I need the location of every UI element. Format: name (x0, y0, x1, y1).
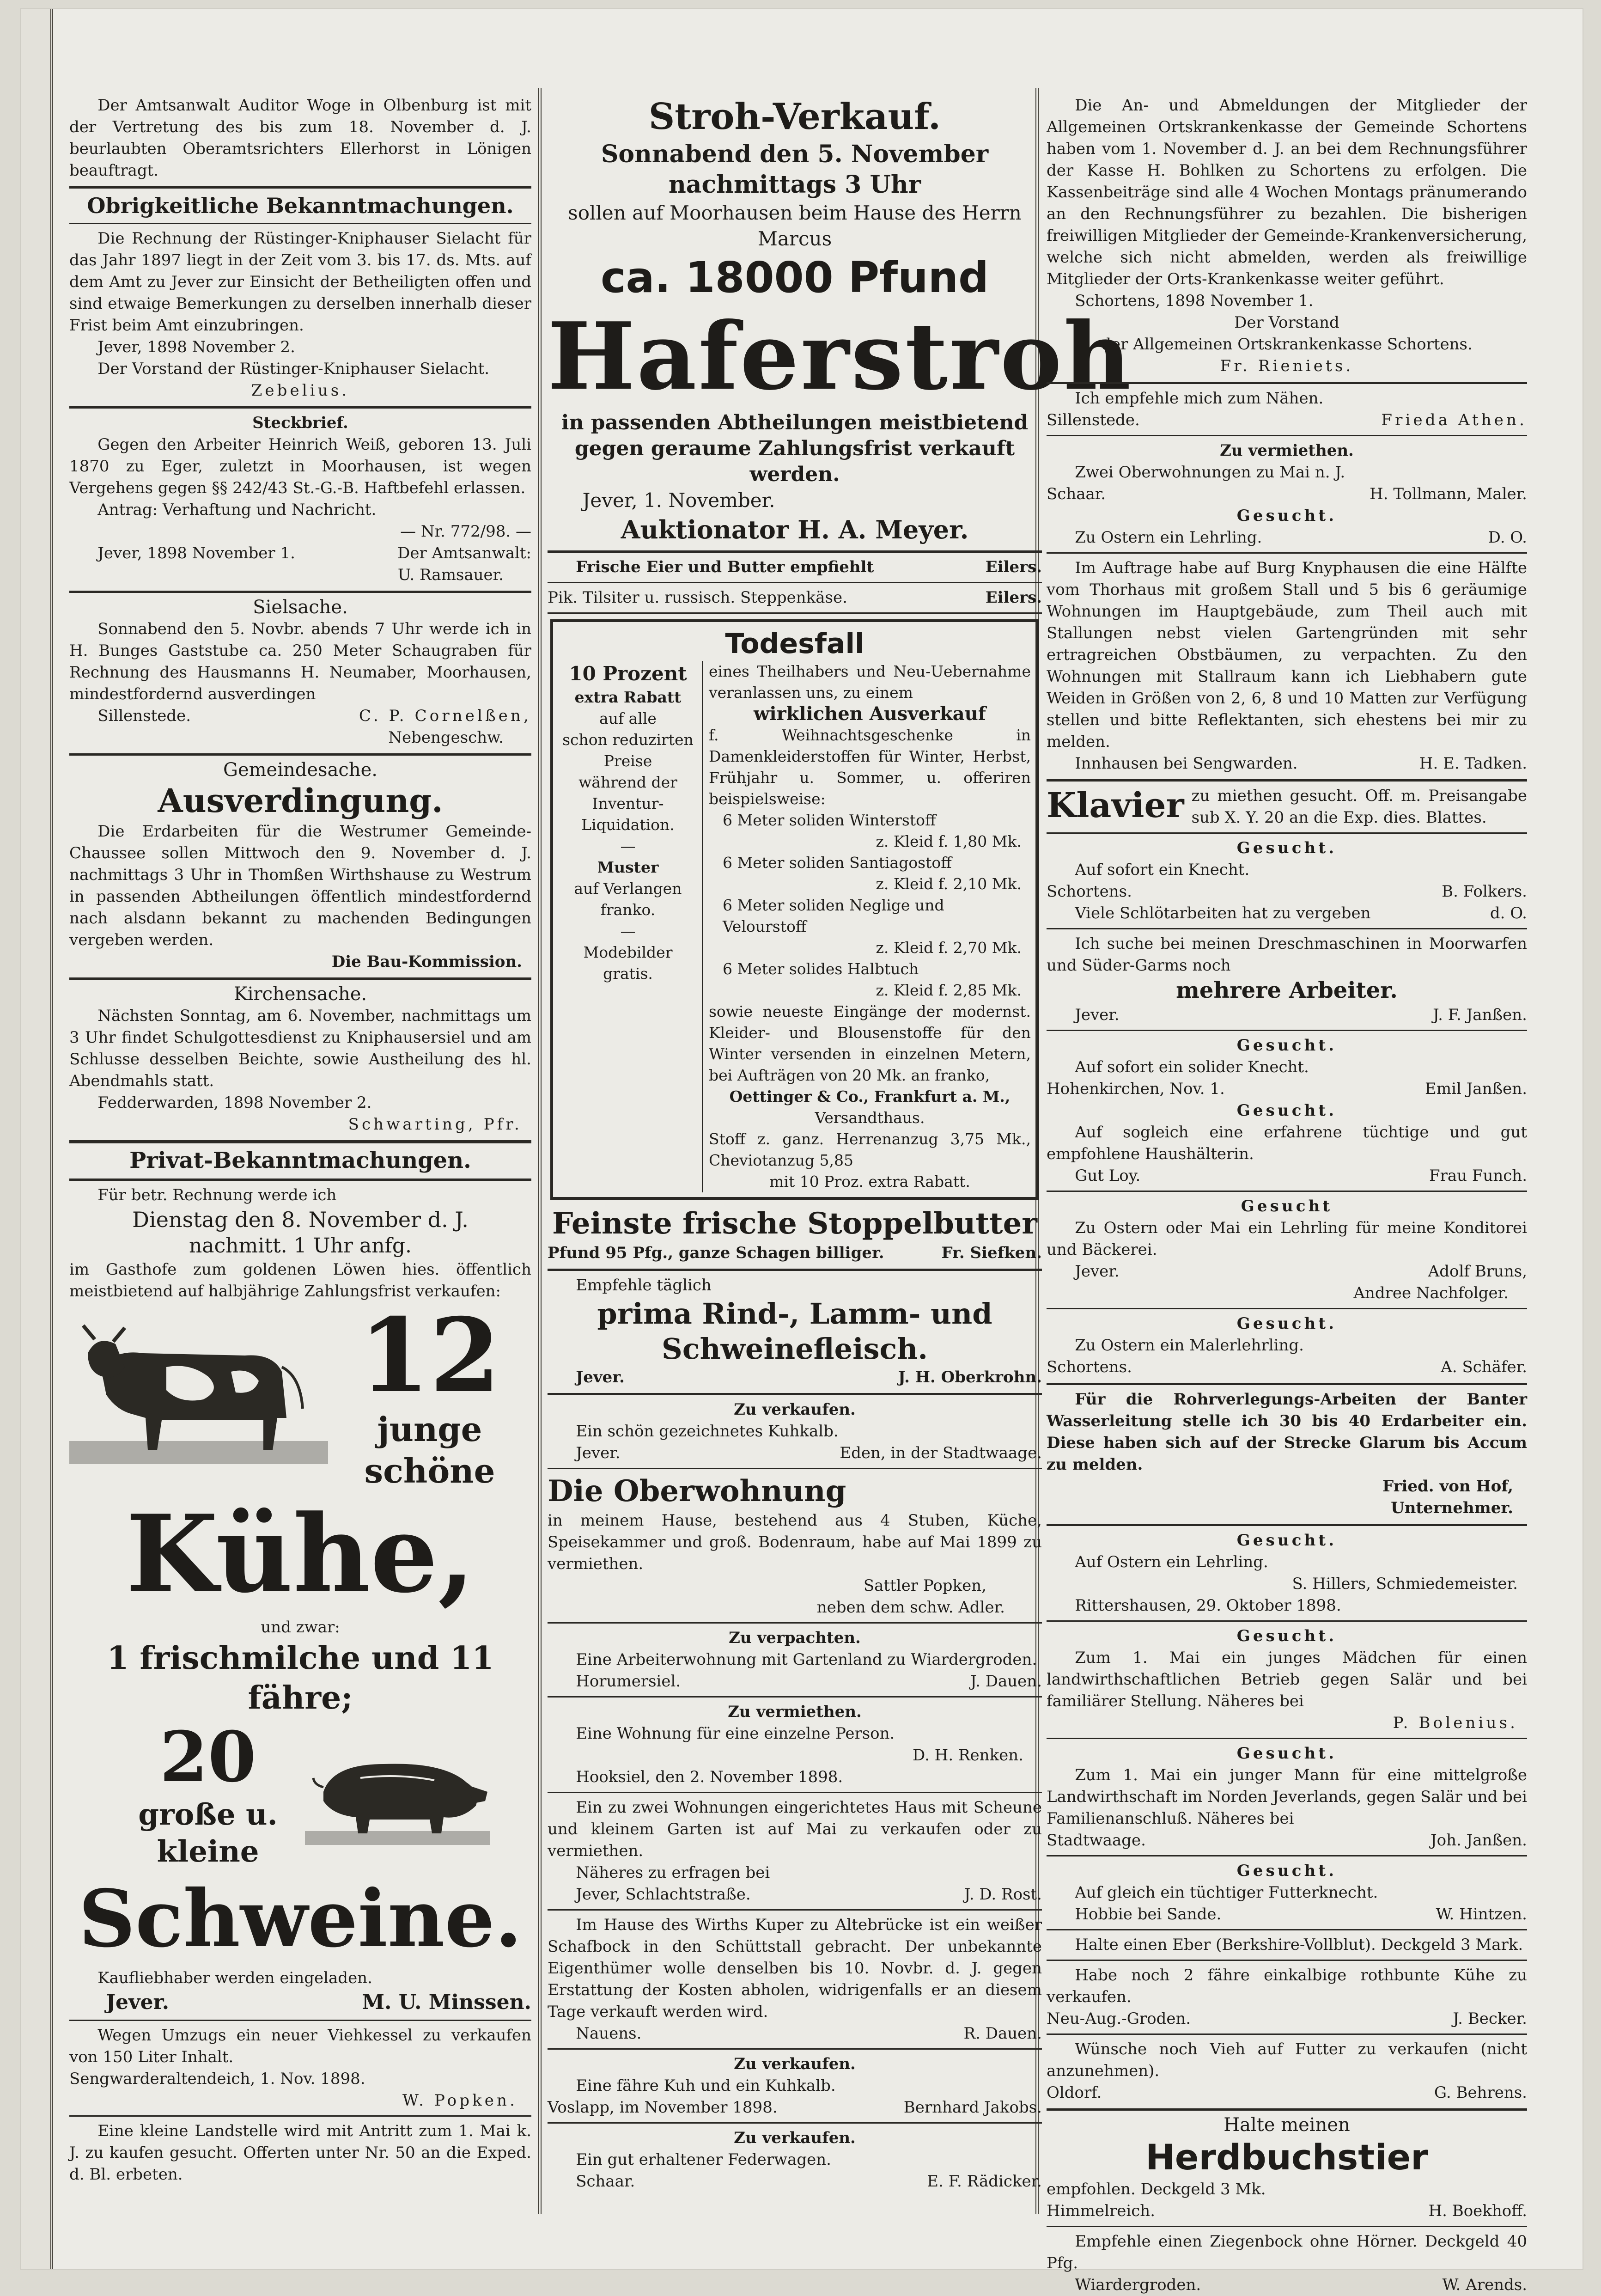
todes-left-line: gratis. (603, 965, 653, 983)
verpacht-title: Zu verpachten. (729, 1629, 861, 1647)
verm-title: Zu vermiethen. (728, 1703, 862, 1721)
stier-sign: H. Boekhoff. (1428, 2202, 1527, 2220)
kuhkalb-sign: Eden, in der Stadtwaage. (840, 1444, 1042, 1462)
amtsanwalt-notice: Der Amtsanwalt Auditor Woge in Olbenburg ist mit der Vertretung des bis zum 18. November d. J. beurlaubten Oberamtsrichters Ellerhorst in Lönigen beauftragt. (69, 96, 531, 180)
kaese-text: Pik. Tilsiter u. russisch. Steppenkäse. (548, 588, 847, 607)
kirchen-sign: Schwarting, Pfr. (348, 1115, 522, 1134)
kessel-sign: W. Popken. (402, 2091, 517, 2110)
g1-title: Gesucht. (1236, 507, 1337, 525)
todes-intro: eines Theilhabers und Neu-Uebernahme veranlassen uns, zu einem (709, 662, 1031, 702)
vieh-junge: junge schöne (364, 1410, 495, 1490)
ober-ad (548, 1473, 1042, 1510)
sielacht-sign: Der Vorstand der Rüstinger-Kniphauser Sielacht. (97, 360, 490, 378)
rohr-sign1: Fried. von Hof, (1382, 1477, 1513, 1496)
divider (1047, 552, 1527, 554)
schaf-footer (548, 2023, 1042, 2045)
g2-text: Auf sofort ein Knecht. (1075, 861, 1250, 879)
knyp-footer (1047, 753, 1527, 775)
sielacht-signer: Zebelius. (251, 381, 350, 400)
g3-footer (1047, 1078, 1527, 1100)
dresch-sign: J. F. Janßen. (1433, 1006, 1527, 1024)
todes-stoff: Stoff z. ganz. Herrenanzug 3,75 Mk., Cheviotanzug 5,85 (709, 1130, 1031, 1169)
divider (548, 1792, 1042, 1793)
g7-date: Rittershausen, 29. Oktober 1898. (1075, 1596, 1341, 1615)
g8-title: Gesucht. (1236, 1627, 1337, 1645)
divider (1047, 1191, 1527, 1192)
g9-footer (1047, 1830, 1527, 1851)
g1-text: Zu Ostern ein Lehrling. (1075, 528, 1262, 547)
todes-item-list (709, 810, 1031, 1001)
todes-more: sowie neueste Eingänge der modernst. Kleider- und Blousenstoffe für den Winter versenden in einzelnen Metern, bei Aufträgen von 20 Mk. an franko, (709, 1002, 1031, 1084)
kuhkalb-place: Jever. (576, 1444, 621, 1462)
todes-left-line: franko. (600, 901, 656, 919)
verpacht-text: Eine Arbeiterwohnung mit Gartenland zu Wiardergroden. (576, 1650, 1037, 1669)
vieh-footer (69, 1989, 531, 2016)
g4-place: Gut Loy. (1075, 1166, 1141, 1185)
feder-footer (548, 2171, 1042, 2192)
todes-left-line: während der (578, 773, 677, 791)
feder-sign: E. F. Rädicker. (927, 2172, 1042, 2191)
vieh-schweine: Schweine. (79, 1873, 522, 1965)
oberw-text: Zwei Oberwohnungen zu Mai n. J. (1075, 463, 1345, 482)
todes-firm2: Versandthaus. (815, 1109, 925, 1127)
g2-title: Gesucht. (1236, 839, 1337, 857)
g5-title: Gesucht (1241, 1197, 1333, 1215)
divider (548, 1622, 1042, 1624)
stier-place: Himmelreich. (1047, 2202, 1155, 2220)
eier-sign: Eilers. (985, 558, 1042, 576)
divider (548, 612, 1042, 614)
divider (69, 223, 531, 224)
butter-text: Pfund 95 Pfg., ganze Schagen billiger. (548, 1244, 884, 1262)
ober-sign1: Sattler Popken, (863, 1576, 986, 1595)
g6-title: Gesucht. (1236, 1314, 1337, 1333)
steckbrief-antrag: Antrag: Verhaftung und Nachricht. (97, 501, 377, 519)
eier-text: Frische Eier und Butter empfiehlt (576, 558, 874, 576)
g6-footer (1047, 1356, 1527, 1378)
g6-text: Zu Ostern ein Malerlehrling. (1075, 1336, 1304, 1355)
vieh-undzwar: und zwar: (261, 1618, 340, 1637)
todes-item-price: z. Kleid f. 1,80 Mk. (876, 832, 1022, 850)
landstelle-text: Eine kleine Landstelle wird mit Antritt zum 1. Mai k. J. zu kaufen gesucht. Offerten unter Nr. 50 an die Exped. d. Bl. erbeten. (69, 2122, 531, 2184)
todes-item-label: 6 Meter solides Halbtuch (723, 960, 919, 978)
klavier-ad (1047, 785, 1527, 829)
divider (548, 2122, 1042, 2124)
g10-text: Auf gleich ein tüchtiger Futterknecht. (1075, 1883, 1378, 1902)
eier-line (548, 556, 1042, 578)
todes-item-price: z. Kleid f. 2,10 Mk. (876, 875, 1022, 893)
todes-ausverkauf: wirklichen Ausverkauf (753, 703, 986, 725)
naeh-sign: Frieda Athen. (1381, 411, 1527, 429)
knyp-place: Innhausen bei Sengwarden. (1075, 754, 1298, 773)
stier-intro: Halte meinen (1224, 2114, 1350, 2136)
sielsache-place: Sillenstede. (97, 707, 191, 725)
g1-line (1047, 527, 1527, 549)
vieh-kuehe: Kühe, (126, 1492, 475, 1617)
divider (548, 1393, 1042, 1395)
kasse-sign2: der Allgemeinen Ortskrankenkasse Schortens. (1101, 335, 1473, 354)
schaf-place: Nauens. (576, 2024, 642, 2043)
stroh-big: Haferstroh (548, 302, 1133, 411)
oberw-place: Schaar. (1047, 485, 1106, 503)
privat-title: Privat-Bekanntmachungen. (129, 1148, 471, 1173)
divider (1047, 1960, 1527, 1961)
g10-sign: W. Hintzen. (1436, 1905, 1527, 1924)
butter-title: Feinste frische Stoppelbutter (552, 1206, 1038, 1241)
g3-sign: Emil Janßen. (1425, 1080, 1527, 1098)
schaf-text: Im Hause des Wirths Kuper zu Altebrücke ist ein weißer Schafbock in den Schüttstall gebracht. Der unbekannte Eigenthümer wolle denselben bis 10. Novbr. d. J. gegen Erstattung der Kosten abholen, widrigenfalls er an diesem Tage verkauft werden wird. (548, 1916, 1042, 2021)
dresch-text: Ich suche bei meinen Dreschmaschinen in Moorwarfen und Süder-Garms noch (1047, 934, 1527, 975)
g10-place: Hobbie bei Sande. (1075, 1905, 1222, 1924)
fleisch-footer (548, 1367, 1042, 1388)
todesfall-body (559, 661, 1031, 1192)
vieh-number-20: 20 (159, 1716, 256, 1798)
steckbrief-signer: U. Ramsauer. (397, 566, 504, 584)
divider (1047, 1308, 1527, 1309)
divider (1047, 1855, 1527, 1856)
klavier-text: zu miethen gesucht. Off. m. Preisangabe sub X. Y. 20 an die Exp. dies. Blattes. (1191, 787, 1527, 827)
feder-place: Schaar. (576, 2172, 635, 2191)
divider (1047, 1524, 1527, 1526)
g10-title: Gesucht. (1236, 1862, 1337, 1880)
kirchen-text: Nächsten Sonntag, am 6. November, nachmittags um 3 Uhr findet Schulgottesdienst zu Kniphausersiel und am Schlusse desselben Beichte, sowie Austheilung des hl. Abendmahls statt. (69, 1007, 531, 1090)
schloet-line (1047, 903, 1527, 924)
kuh-sign: Bernhard Jakobs. (903, 2098, 1042, 2117)
todes-left-line: 10 Prozent (569, 662, 687, 685)
kaese-line (548, 587, 1042, 609)
divider (1047, 928, 1527, 929)
stroh-title: Stroh-Verkauf. (648, 96, 941, 138)
todes-item-price: z. Kleid f. 2,85 Mk. (876, 981, 1022, 999)
verm-sign: D. H. Renken. (913, 1746, 1023, 1765)
divider (548, 2048, 1042, 2050)
vieh-time: nachmitt. 1 Uhr anfg. (189, 1234, 412, 1258)
todesfall-ad (550, 619, 1039, 1200)
divider (1047, 2108, 1527, 2111)
oberw-title: Zu vermiethen. (1220, 441, 1354, 460)
schaf-sign: R. Dauen. (963, 2024, 1042, 2043)
column-3 (1047, 95, 1527, 2294)
column-1 (69, 95, 531, 2202)
verpacht-place: Horumersiel. (576, 1672, 681, 1691)
stroh-amount: ca. 18000 Pfund (601, 253, 989, 302)
todes-firm: Oettinger & Co., Frankfurt a. M., (729, 1087, 1011, 1105)
todes-left-line: — (620, 922, 636, 940)
vieh-frisch: 1 frischmilche und 11 fähre; (107, 1640, 494, 1716)
divider (1047, 435, 1527, 436)
column-rule-1 (538, 88, 542, 2214)
divider (69, 977, 531, 980)
g7-text: Auf Ostern ein Lehrling. (1075, 1553, 1268, 1571)
left-page-edge (21, 9, 53, 2269)
eber-text: Halte einen Eber (Berkshire-Vollblut). Deckgeld 3 Mark. (1075, 1936, 1523, 1954)
ausverdingung-sign: Die Bau-Kommission. (331, 953, 522, 971)
kuhkalb-footer (548, 1442, 1042, 1464)
vieh-sign: M. U. Minssen. (362, 1991, 531, 2014)
haus-date: Hooksiel, den 2. November 1898. (576, 1768, 843, 1786)
futter-footer (1047, 2082, 1527, 2104)
stier-footer (1047, 2200, 1527, 2222)
g5-footer (1047, 1261, 1527, 1282)
kirchen-date: Fedderwarden, 1898 November 2. (97, 1093, 372, 1112)
todes-item-label: 6 Meter soliden Winterstoff (723, 811, 936, 829)
rohr-text: Für die Rohrverlegungs-Arbeiten der Banter Wasserleitung stelle ich 30 bis 40 Erdarbeiter ein. Diese haben sich auf der Strecke Glarum bis Accum zu melden. (1047, 1390, 1527, 1474)
ober-sign2: neben dem schw. Adler. (816, 1598, 1005, 1617)
futter-place: Oldorf. (1047, 2083, 1102, 2102)
gemeinde-title: Gemeindesache. (223, 759, 377, 781)
divider (548, 550, 1042, 553)
vieh-place: Jever. (106, 1991, 170, 2014)
rind-footer (1047, 2008, 1527, 2030)
stier-big: Herdbuchstier (1145, 2137, 1428, 2178)
todes-item-label: 6 Meter soliden Neglige und Velourstoff (723, 896, 944, 935)
haus-text: Ein zu zwei Wohnungen eingerichtetes Haus mit Scheune und kleinem Garten ist auf Mai zu verkaufen oder zu vermiethen. (548, 1798, 1042, 1860)
fleisch-intro: Empfehle täglich (576, 1276, 712, 1295)
fleisch-place: Jever. (576, 1368, 625, 1386)
naeh-footer (1047, 409, 1527, 431)
futter-text: Wünsche noch Vieh auf Futter zu verkaufen (nicht anzunehmen). (1047, 2040, 1527, 2080)
todes-stoff2: mit 10 Proz. extra Rabatt. (769, 1172, 970, 1191)
vieh-number-12: 12 (359, 1295, 501, 1415)
sielsache-sign: C. P. Cornelßen, (359, 707, 531, 725)
steckbrief-title: Steckbrief. (252, 414, 348, 432)
stroh-sign: Auktionator H. A. Meyer. (621, 515, 969, 544)
divider (69, 186, 531, 189)
haus-place: Jever, Schlachtstraße. (576, 1885, 751, 1904)
divider (1047, 1738, 1527, 1739)
kaese-sign: Eilers. (985, 588, 1042, 607)
rind-place: Neu-Aug.-Groden. (1047, 2009, 1191, 2028)
g10-footer (1047, 1904, 1527, 1925)
ziege-footer (1047, 2274, 1527, 2296)
newspaper-page (21, 9, 1583, 2294)
todes-left-line: extra Rabatt (574, 688, 682, 706)
g5-text: Zu Ostern oder Mai ein Lehrling für meine Konditorei und Bäckerei. (1047, 1219, 1527, 1259)
steckbrief-sign: Der Amtsanwalt: (397, 544, 531, 562)
divider (69, 753, 531, 756)
divider (69, 1179, 531, 1181)
pig-illustration (305, 1741, 490, 1847)
vieh-intro: Für betr. Rechnung werde ich (97, 1186, 337, 1204)
divider (1047, 779, 1527, 782)
stroh-time: nachmittags 3 Uhr (668, 171, 921, 199)
g4-title: Gesucht. (1236, 1101, 1337, 1120)
g1-sign: D. O. (1488, 528, 1527, 547)
g5-sign2: Andree Nachfolger. (1353, 1284, 1509, 1302)
pig-block (69, 1718, 531, 1870)
naeh-text: Ich empfehle mich zum Nähen. (1075, 389, 1324, 408)
g9-sign: Joh. Janßen. (1431, 1831, 1527, 1850)
kuh-text: Eine fähre Kuh und ein Kuhkalb. (576, 2076, 836, 2095)
g8-sign: P. Bolenius. (1393, 1714, 1518, 1732)
dresch-footer (1047, 1004, 1527, 1026)
vieh-kauf: Kaufliebhaber werden eingeladen. (97, 1969, 372, 1987)
stroh-date: Jever, 1. November. (582, 489, 775, 512)
g7-title: Gesucht. (1236, 1531, 1337, 1550)
kessel-text: Wegen Umzugs ein neuer Viehkessel zu verkaufen von 150 Liter Inhalt. (69, 2026, 531, 2066)
oberw-footer (1047, 483, 1527, 505)
todes-item-label: 6 Meter soliden Santiagostoff (723, 854, 952, 872)
haus-footer (548, 1884, 1042, 1905)
rind-text: Habe noch 2 fähre einkalbige rothbunte Kühe zu verkaufen. (1047, 1966, 1527, 2006)
divider (1047, 1620, 1527, 1622)
ober-text: in meinem Hause, bestehend aus 4 Stuben, Küche, Speisekammer und groß. Bodenraum, habe auf Mai 1899 zu vermiethen. (548, 1511, 1042, 1573)
g5-sign1: Adolf Bruns, (1428, 1262, 1527, 1281)
verpacht-sign: J. Dauen. (970, 1672, 1042, 1691)
divider (69, 406, 531, 409)
g7-sign: S. Hillers, Schmiedemeister. (1292, 1575, 1518, 1593)
klavier-title: Klavier (1047, 786, 1184, 825)
verm-text: Eine Wohnung für eine einzelne Person. (576, 1724, 895, 1743)
todes-left-line: Modebilder (583, 943, 673, 961)
divider (1047, 382, 1527, 384)
kirchen-title: Kirchensache. (233, 983, 367, 1005)
stroh-day: Sonnabend den 5. November (601, 140, 989, 168)
todes-left-line: — (620, 837, 636, 855)
sielsache-title: Sielsache. (253, 597, 348, 618)
stier-text: empfohlen. Deckgeld 3 Mk. (1047, 2180, 1266, 2198)
stroh-sub: in passenden Abtheilungen meistbietend gegen geraume Zahlungsfrist verkauft werden. (561, 411, 1029, 486)
dresch-place: Jever. (1075, 1006, 1120, 1024)
kessel-place: Sengwarderaltendeich, 1. Nov. 1898. (69, 2070, 365, 2088)
vieh-grosse: große u. kleine (138, 1797, 278, 1869)
rohr-sign2: Unternehmer. (1391, 1499, 1513, 1517)
oberw-sign: H. Tollmann, Maler. (1370, 485, 1527, 503)
kasse-sign3: Fr. Rieniets. (1220, 357, 1354, 375)
kasse-text: Die An- und Abmeldungen der Mitglieder der Allgemeinen Ortskrankenkasse der Gemeinde Schortens haben vom 1. November d. J. an bei dem Rechnungsführer der Kasse H. Bohlken zu Schortens zu erfolgen. Die Kassenbeiträge sind alle 4 Wochen Montags pränumerando an den Rechnungsführer zu bezahlen. Die bisherigen freiwilligen Mitglieder der Gemeinde-Krankenversicherung, welche sich nicht abmelden, werden als freiwillige Mitglieder der Orts-Krankenkasse weiter geführt. (1047, 96, 1527, 288)
divider (548, 1696, 1042, 1698)
kuhkalb-title: Zu verkaufen. (734, 1400, 856, 1419)
divider (1047, 1929, 1527, 1930)
g9-title: Gesucht. (1236, 1744, 1337, 1763)
g4-sign: Frau Funch. (1429, 1166, 1527, 1185)
g2-footer (1047, 881, 1527, 903)
dresch-big: mehrere Arbeiter. (1176, 977, 1398, 1003)
todes-item-price: z. Kleid f. 2,70 Mk. (876, 939, 1022, 957)
todes-left-line: auf Verlangen (574, 879, 682, 898)
feder-title: Zu verkaufen. (734, 2129, 856, 2147)
kuh-title: Zu verkaufen. (734, 2055, 856, 2073)
todes-left-line: Preise (603, 752, 652, 770)
divider (1047, 2226, 1527, 2227)
divider (548, 1909, 1042, 1911)
kasse-sign1: Der Vorstand (1234, 313, 1339, 332)
schloet-text: Viele Schlötarbeiten hat zu vergeben (1075, 904, 1371, 922)
g6-sign: A. Schäfer. (1441, 1358, 1527, 1376)
todes-left-line: auf alle (599, 709, 657, 727)
todesfall-title: Todesfall (725, 628, 864, 660)
g3-title: Gesucht. (1236, 1036, 1337, 1055)
stroh-text: sollen auf Moorhausen beim Hause des Herrn Marcus (568, 202, 1022, 250)
g4-footer (1047, 1165, 1527, 1187)
sielsache-signer: Nebengeschw. (388, 728, 504, 747)
g9-place: Stadtwaage. (1047, 1831, 1146, 1850)
g6-place: Schortens. (1047, 1358, 1132, 1376)
g8-text: Zum 1. Mai ein junges Mädchen für einen landwirthschaftlichen Betrieb gegen Salär und bei familiärer Stellung. Näheres bei (1047, 1649, 1527, 1710)
steckbrief-footer (69, 543, 531, 564)
haus-more: Näheres zu erfragen bei (576, 1863, 770, 1882)
futter-sign: G. Behrens. (1434, 2083, 1527, 2102)
schloet-sign: d. O. (1490, 904, 1527, 922)
todesfall-right-column (703, 661, 1031, 1192)
vieh-day: Dienstag den 8. November d. J. (132, 1207, 469, 1232)
kuhkalb-text: Ein schön gezeichnetes Kuhkalb. (576, 1422, 839, 1441)
butter-line (548, 1242, 1042, 1264)
divider (1047, 1030, 1527, 1031)
ausverdingung-title: Ausverdingung. (158, 782, 443, 820)
kuh-footer (548, 2097, 1042, 2119)
fleisch-sign: J. H. Oberkrohn. (898, 1368, 1042, 1386)
steckbrief-date: Jever, 1898 November 1. (97, 544, 295, 562)
g5-place: Jever. (1075, 1262, 1120, 1281)
butter-sign: Fr. Siefken. (941, 1244, 1042, 1262)
sielacht-date: Jever, 1898 November 2. (97, 338, 295, 356)
g2-place: Schortens. (1047, 882, 1132, 901)
haus-sign: J. D. Rost. (964, 1885, 1042, 1904)
sielsache-text: Sonnabend den 5. Novbr. abends 7 Uhr werde ich in H. Bunges Gaststube ca. 250 Meter Schaugraben für Rechnung des Hausmanns H. Neumaber, Moorhausen, mindestfordernd ausverdingen (69, 620, 531, 703)
fleisch-title: prima Rind-, Lamm- und Schweinefleisch. (597, 1297, 992, 1366)
divider (548, 582, 1042, 583)
knyp-sign: H. E. Tadken. (1419, 754, 1527, 773)
todes-left-line: Muster (597, 858, 659, 876)
divider (1047, 832, 1527, 834)
todesfall-left-column (559, 661, 703, 1192)
naeh-place: Sillenstede. (1047, 411, 1140, 429)
knyp-text: Im Auftrage habe auf Burg Knyphausen die eine Hälfte vom Thorhaus mit großem Stall und 5 bis 6 geräumige Wohnungen im Hauptgebäude, zum Theil auch mit Stallungen nebst vielen Gartengründen mit sehr ertragreichen Obstbäumen, zu verpachten. Zu den Wohnungen mit Stallraum kann ich Liebhabern gute Weiden in Größen von 2, 6, 8 und 10 Matten zur Verfügung stellen und bitte Reflektanten, sich ehestens bei mir zu melden. (1047, 559, 1527, 751)
divider (69, 2020, 531, 2021)
divider (69, 2115, 531, 2117)
cow-block (69, 1295, 531, 1492)
todes-left-line: Liquidation. (581, 816, 675, 834)
rind-sign: J. Becker. (1453, 2009, 1527, 2028)
verpacht-footer (548, 1671, 1042, 1692)
kuh-place: Voslapp, im November 1898. (548, 2098, 778, 2117)
steckbrief-text: Gegen den Arbeiter Heinrich Weiß, geboren 13. Juli 1870 zu Eger, zuletzt in Moorhausen, ist wegen Vergehens gegen §§ 242/43 St.-G.-B. Haftbefehl erlassen. (69, 435, 531, 497)
g9-text: Zum 1. Mai ein junger Mann für eine mittelgroße Landwirthschaft im Norden Jeverlands, gegen Salär und bei Familienanschluß. Näheres bei (1047, 1766, 1527, 1828)
g3-text: Auf sofort ein solider Knecht. (1075, 1058, 1309, 1076)
ausverdingung-text: Die Erdarbeiten für die Westrumer Gemeinde-Chaussee sollen Mittwoch den 9. November d. J. nachmittags 3 Uhr in Thomßen Wirthshause zu Westrum in passenden Abtheilungen öffentlich mindestfordernd nach alsdann bekannt zu machenden Bedingungen vergeben werden. (69, 822, 531, 949)
ziege-sign: W. Arends. (1442, 2276, 1527, 2294)
section-title-obrigkeitlich: Obrigkeitliche Bekanntmachungen. (87, 193, 514, 218)
divider (69, 1140, 531, 1143)
sielacht-text: Die Rechnung der Rüstinger-Kniphauser Sielacht für das Jahr 1897 liegt in der Zeit vom 3. bis 17. ds. Mts. auf dem Amt zu Jever zur Einsicht der Betheiligten offen und sind etwaige Bemerkungen zu derselben innerhalb dieser Frist beim Amt einzubringen. (69, 229, 531, 335)
todes-left-line: Inventur- (592, 794, 664, 812)
g3-place: Hohenkirchen, Nov. 1. (1047, 1080, 1225, 1098)
cow-illustration (69, 1302, 328, 1473)
divider (548, 1468, 1042, 1469)
g2-sign: B. Folkers. (1442, 882, 1527, 901)
divider (1047, 1383, 1527, 1385)
ziege-text: Empfehle einen Ziegenbock ohne Hörner. Deckgeld 40 Pfg. (1047, 2232, 1527, 2272)
ziege-place: Wiardergroden. (1075, 2276, 1201, 2294)
feder-text: Ein gut erhaltener Federwagen. (576, 2150, 831, 2169)
divider (69, 591, 531, 593)
todes-left-line: schon reduzirten (562, 731, 694, 749)
divider (1047, 2033, 1527, 2035)
sielsache-footer (69, 705, 531, 727)
divider (548, 1269, 1042, 1271)
kasse-date: Schortens, 1898 November 1. (1075, 292, 1314, 310)
steckbrief-nr: — Nr. 772/98. — (400, 522, 531, 541)
todes-text: f. Weihnachtsgeschenke in Damenkleiderstoffen für Winter, Herbst, Frühjahr u. Sommer, u. offeriren beispielsweise: (709, 726, 1031, 808)
vieh-text: im Gasthofe zum goldenen Löwen hies. öffentlich meistbietend auf halbjährige Zahlungsfrist verkaufen: (69, 1260, 531, 1301)
ober-title: Die Oberwohnung (548, 1474, 846, 1508)
g4-text: Auf sogleich eine erfahrene tüchtige und gut empfohlene Haushälterin. (1047, 1123, 1527, 1163)
